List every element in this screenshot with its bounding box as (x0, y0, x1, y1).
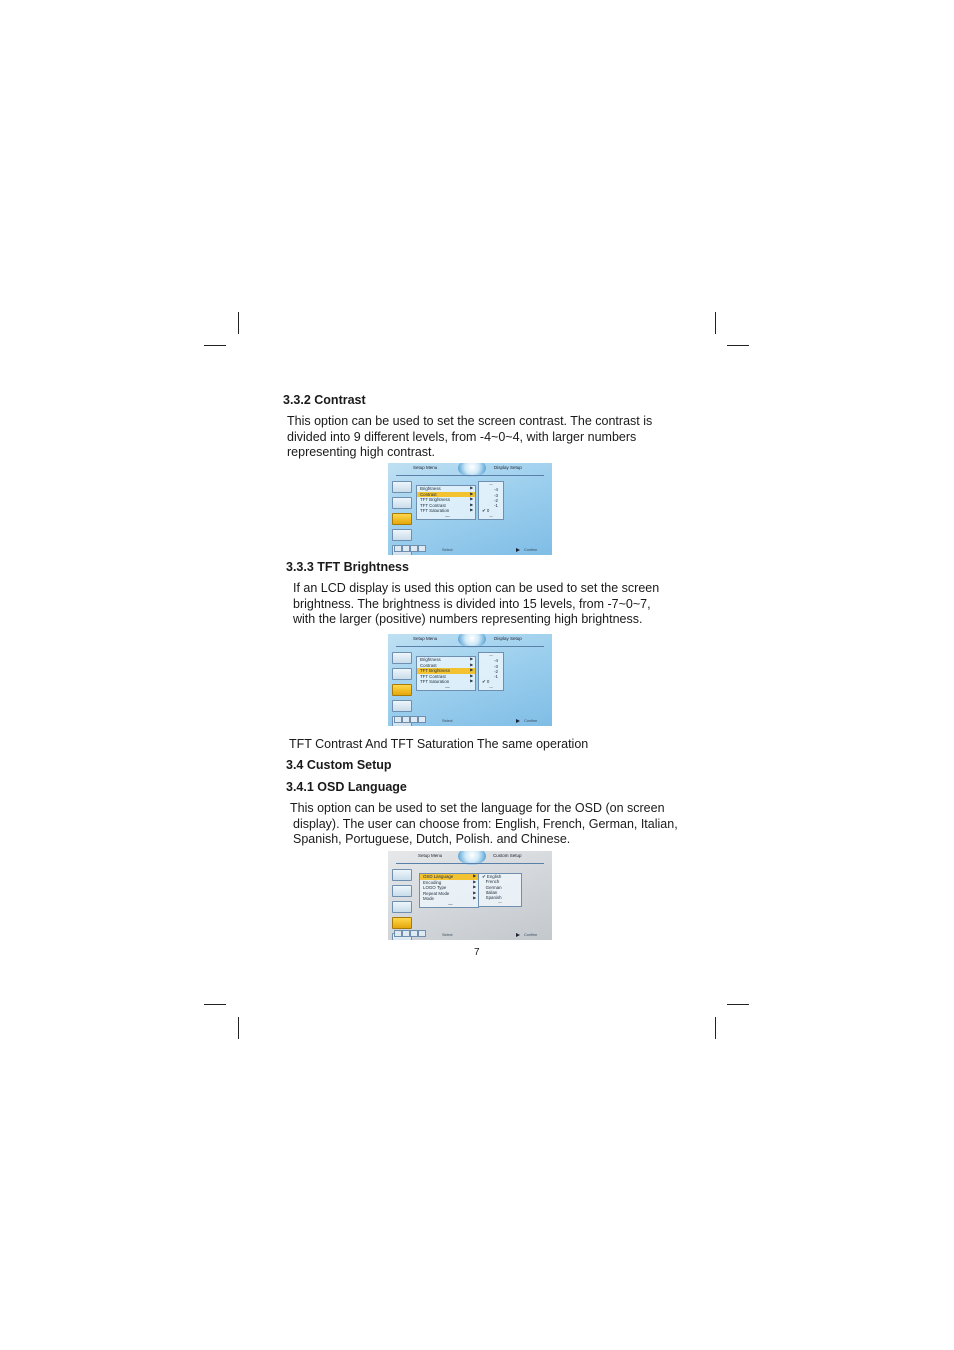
arrow-left-icon (394, 930, 402, 937)
osd-arrow-right-icon: ▶ (470, 497, 473, 501)
osd-arrow-right-icon: ▶ (473, 890, 476, 895)
osd-scroll-down-icon: — (489, 684, 493, 689)
crop-mark-top-left-v (238, 312, 239, 334)
osd-divider (396, 646, 544, 647)
osd-screenshot-tft-brightness (388, 634, 552, 726)
osd-top-bar (388, 634, 552, 648)
osd-value-item: -1 (494, 674, 498, 680)
osd-menu-item-label: Contrast (420, 662, 437, 668)
osd-menu-item-label: Brightness (420, 486, 441, 491)
osd-menu-item-label: TFT Brightness (420, 497, 450, 502)
osd-menu-item-label: Repeat Mode (423, 890, 450, 896)
osd-photo-icon (392, 652, 412, 664)
osd-menu-item-label: Mode (423, 896, 434, 901)
osd-value-item: ✔ English (482, 874, 502, 879)
paragraph-line: divided into 9 different levels, from -4~0~4, with larger numbers (287, 429, 637, 444)
osd-arrow-right-icon: ▶ (470, 508, 473, 512)
osd-left-label: Setup Menu (413, 465, 438, 470)
osd-arrow-right-icon: ▶ (473, 885, 476, 889)
osd-menu-item-label: Contrast (420, 491, 437, 497)
osd-arrow-right-icon: ▶ (470, 673, 473, 678)
osd-top-bar (388, 463, 552, 477)
osd-menu-item-label: TFT Saturation (420, 508, 450, 513)
osd-left-label: Setup Menu (418, 853, 443, 858)
osd-value-item: -1 (494, 503, 498, 509)
osd-menu-item-label: Brightness (420, 657, 441, 662)
osd-music-icon (392, 885, 412, 897)
arrow-up-icon (402, 716, 410, 723)
paragraph-line: This option can be used to set the language for the OSD (on screen (290, 801, 665, 815)
paragraph-contrast (287, 414, 652, 461)
crop-mark-top-right-h (727, 345, 749, 346)
osd-bottom-bar (394, 546, 546, 552)
osd-scroll-up-icon: — (489, 482, 493, 486)
paragraph-line: representing high contrast. (287, 445, 436, 460)
osd-value-item: -4 (494, 658, 498, 664)
osd-custom-icon (392, 917, 412, 929)
crop-mark-bottom-left-h (204, 1004, 226, 1005)
osd-select-label: Select (442, 719, 453, 723)
heading-tft-brightness: 3.3.3 TFT Brightness (286, 560, 409, 574)
osd-right-label: Custom Setup (493, 853, 522, 858)
paragraph-line: with the larger (positive) numbers representing high brightness. (293, 612, 643, 627)
osd-screenshot-contrast (388, 463, 552, 555)
osd-bottom-bar (394, 931, 546, 937)
arrow-left-icon (394, 545, 402, 552)
arrow-down-icon (418, 545, 426, 552)
heading-contrast: 3.3.2 Contrast (283, 393, 366, 407)
osd-display-icon (392, 901, 412, 913)
osd-value-item: -3 (494, 663, 498, 669)
arrow-down-icon (418, 716, 426, 723)
arrow-up-icon (402, 930, 410, 937)
arrow-up-icon (402, 545, 410, 552)
paragraph-line: If an LCD display is used this option can be used to set the screen (293, 581, 660, 595)
crop-mark-bottom-left-v (238, 1017, 239, 1039)
play-icon (516, 933, 520, 937)
osd-menu-item-label: TFT Contrast (420, 673, 446, 679)
osd-select-label: Select (442, 548, 453, 552)
osd-scroll-down-icon: — (489, 513, 493, 518)
osd-arrow-right-icon: ▶ (470, 668, 473, 672)
crop-mark-top-left-h (204, 345, 226, 346)
osd-value-item: -2 (494, 668, 498, 674)
osd-music-icon (392, 668, 412, 680)
osd-top-bar (388, 851, 552, 865)
paragraph-tft-brightness (293, 581, 659, 628)
osd-sidebar (392, 652, 412, 726)
play-icon (516, 719, 520, 723)
osd-more-indicator-icon: — (448, 901, 453, 907)
page-number: 7 (474, 947, 480, 958)
osd-menu-item-label: LOGO Type (423, 885, 447, 890)
crop-mark-bottom-right-h (727, 1004, 749, 1005)
osd-divider (396, 863, 544, 864)
osd-arrow-right-icon: ▶ (473, 879, 476, 884)
osd-value-item: -3 (494, 492, 498, 498)
osd-value-item: -2 (494, 497, 498, 503)
osd-divider (396, 475, 544, 476)
osd-bottom-bar (394, 717, 546, 723)
osd-menu-item-label: TFT Saturation (420, 679, 450, 684)
osd-menu (416, 485, 476, 520)
osd-value-item: Italian (482, 889, 498, 895)
osd-select-label: Select (442, 933, 453, 937)
crop-mark-top-right-v (715, 312, 716, 334)
crop-mark-bottom-right-v (715, 1017, 716, 1039)
paragraph-line: brightness. The brightness is divided into 15 levels, from -7~0~7, (293, 596, 651, 611)
osd-scroll-up-icon: — (489, 653, 493, 657)
osd-arrow-right-icon: ▶ (473, 896, 476, 900)
arrow-down-icon (418, 930, 426, 937)
osd-screenshot-osd-language (388, 851, 552, 940)
osd-value-list (478, 481, 504, 520)
osd-value-item: ✔ 0 (482, 679, 490, 685)
osd-value-list (478, 652, 504, 691)
play-icon (516, 548, 520, 552)
osd-arrow-right-icon: ▶ (473, 874, 476, 878)
osd-display-icon (392, 684, 412, 696)
osd-value-list (478, 873, 522, 907)
osd-music-icon (392, 497, 412, 509)
paragraph-line: Spanish, Portuguese, Dutch, Polish. and Chinese. (293, 832, 571, 847)
paragraph-line: This option can be used to set the screen contrast. The contrast is (287, 414, 653, 428)
heading-custom-setup: 3.4 Custom Setup (286, 758, 392, 772)
paragraph-osd-language (290, 801, 678, 848)
arrow-right-icon (410, 716, 418, 723)
osd-scroll-down-icon: — (498, 900, 502, 905)
osd-menu-item-label: OSD Language (423, 874, 454, 879)
osd-value-item: -4 (494, 487, 498, 493)
arrow-right-icon (410, 545, 418, 552)
osd-photo-icon (392, 481, 412, 493)
osd-arrow-right-icon: ▶ (470, 491, 473, 496)
osd-arrow-right-icon: ▶ (470, 657, 473, 661)
osd-left-label: Setup Menu (413, 636, 438, 641)
osd-arrow-right-icon: ▶ (470, 679, 473, 683)
osd-arrow-right-icon: ▶ (470, 486, 473, 490)
osd-value-item: German (482, 884, 502, 890)
osd-menu (419, 873, 479, 908)
osd-arrow-right-icon: ▶ (470, 662, 473, 667)
osd-custom-icon (392, 700, 412, 712)
note-line: TFT Contrast And TFT Saturation The same operation (289, 737, 589, 751)
osd-value-item: Spanish (482, 895, 502, 901)
arrow-left-icon (394, 716, 402, 723)
osd-menu-item-label: TFT Contrast (420, 502, 446, 508)
osd-confirm-label: Confirm (524, 548, 538, 552)
osd-custom-icon (392, 529, 412, 541)
heading-osd-language: 3.4.1 OSD Language (286, 780, 407, 794)
osd-display-icon (392, 513, 412, 525)
osd-right-label: Display Setup (494, 636, 522, 641)
osd-photo-icon (392, 869, 412, 881)
osd-menu (416, 656, 476, 691)
osd-arrow-right-icon: ▶ (470, 502, 473, 507)
note-tft-contrast-saturation (289, 737, 588, 753)
osd-right-label: Display Setup (494, 465, 522, 470)
osd-more-indicator-icon: — (445, 684, 450, 690)
osd-value-item: French (482, 879, 500, 885)
osd-menu-item-label: Encoding (423, 879, 442, 885)
arrow-right-icon (410, 930, 418, 937)
osd-sidebar (392, 481, 412, 555)
osd-value-item: ✔ 0 (482, 508, 490, 514)
osd-confirm-label: Confirm (524, 933, 538, 937)
osd-confirm-label: Confirm (524, 719, 538, 723)
osd-more-indicator-icon: — (445, 513, 450, 519)
paragraph-line: display). The user can choose from: English, French, German, Italian, (293, 816, 678, 831)
osd-menu-item-label: TFT Brightness (420, 668, 450, 673)
